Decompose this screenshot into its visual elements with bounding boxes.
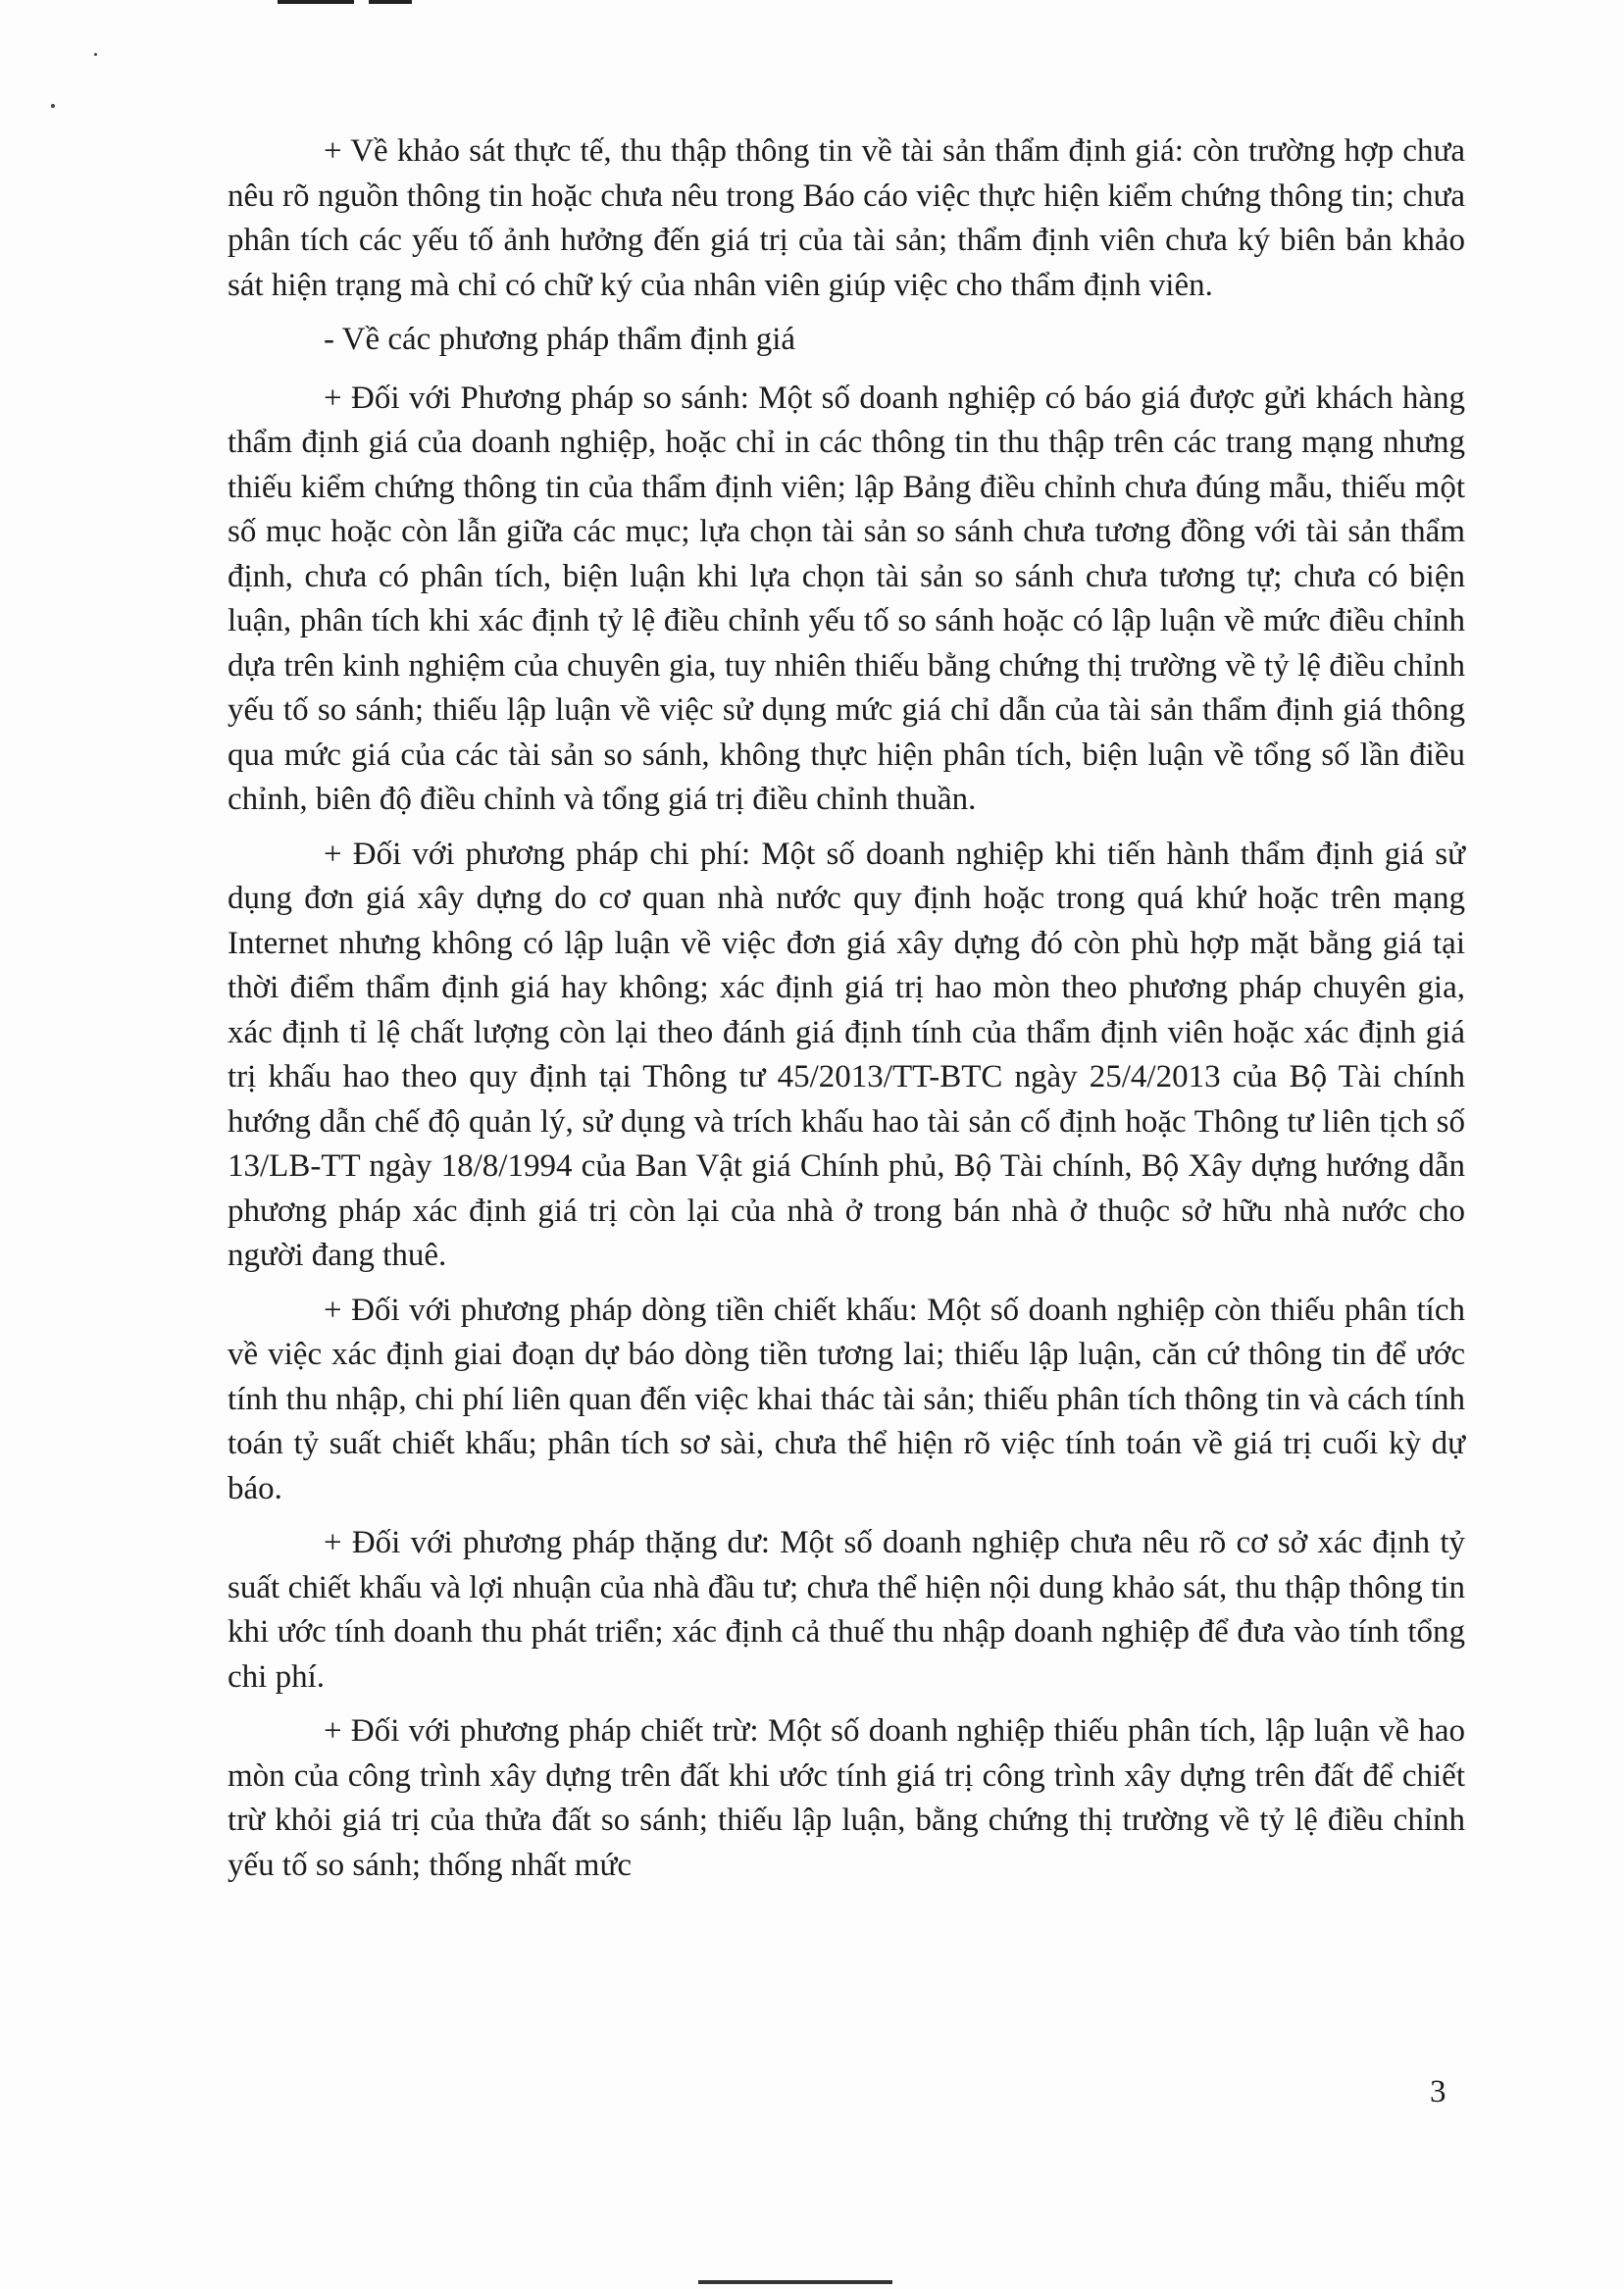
paragraph-field-survey: + Về khảo sát thực tế, thu thập thông tin về tài sản thẩm định giá: còn trường hợp chưa nêu rõ nguồn thông tin hoặc chưa nêu trong Báo cáo việc thực hiện kiểm chứng thông tin; chưa phân tích các yếu tố ảnh hưởng đến giá trị của tài sản; thẩm định viên chưa ký biên bản khảo sát hiện trạng mà chỉ có chữ ký của nhân viên giúp việc cho thẩm định viên. [228, 133, 1465, 303]
scan-top-mark [369, 0, 412, 4]
paragraph-residual-method: + Đối với phương pháp thặng dư: Một số doanh nghiệp chưa nêu rõ cơ sở xác định tỷ suất chiết khấu và lợi nhuận của nhà đầu tư; chưa thể hiện nội dung khảo sát, thu thập thông tin khi ước tính doanh thu phát triển; xác định cả thuế thu nhập doanh nghiệp để đưa vào tính tổng chi phí. [228, 1525, 1465, 1695]
page-number: 3 [1430, 2074, 1446, 2110]
paragraph-cost-method: + Đối với phương pháp chi phí: Một số doanh nghiệp khi tiến hành thẩm định giá sử dụng đơn giá xây dựng do cơ quan nhà nước quy định hoặc trong quá khứ hoặc trên mạng Internet nhưng không có lập luận về việc đơn giá xây dựng đó còn phù hợp mặt bằng giá tại thời điểm thẩm định giá hay không; xác định giá trị hao mòn theo phương pháp chuyên gia, xác định tỉ lệ chất lượng còn lại theo đánh giá định tính của thẩm định viên hoặc xác định giá trị khấu hao theo quy định tại Thông tư 45/2013/TT-BTC ngày 25/4/2013 của Bộ Tài chính hướng dẫn chế độ quản lý, sử dụng và trích khấu hao tài sản cố định hoặc Thông tư liên tịch số 13/LB-TT ngày 18/8/1994 của Ban Vật giá Chính phủ, Bộ Tài chính, Bộ Xây dựng hướng dẫn phương pháp xác định giá trị còn lại của nhà ở trong bán nhà ở thuộc sở hữu nhà nước cho người đang thuê. [228, 836, 1465, 1273]
document-body [228, 129, 1465, 1898]
paragraph-methods-heading: - Về các phương pháp thẩm định giá [324, 322, 796, 357]
paragraph-extraction-method: + Đối với phương pháp chiết trừ: Một số doanh nghiệp thiếu phân tích, lập luận về hao mòn của công trình xây dựng trên đất khi ước tính giá trị công trình xây dựng trên đất để chiết trừ khỏi giá trị của thửa đất so sánh; thiếu lập luận, bằng chứng thị trường về tỷ lệ điều chỉnh yếu tố so sánh; thống nhất mức [228, 1713, 1465, 1883]
paragraph-comparison-method: + Đối với Phương pháp so sánh: Một số doanh nghiệp có báo giá được gửi khách hàng thẩm định giá của doanh nghiệp, hoặc chỉ in các thông tin thu thập trên các trang mạng nhưng thiếu kiểm chứng thông tin của thẩm định viên; lập Bảng điều chỉnh chưa đúng mẫu, thiếu một số mục hoặc còn lẫn giữa các mục; lựa chọn tài sản so sánh chưa tương đồng với tài sản thẩm định, chưa có phân tích, biện luận khi lựa chọn tài sản so sánh chưa tương tự; chưa có biện luận, phân tích khi xác định tỷ lệ điều chỉnh yếu tố so sánh hoặc có lập luận về mức điều chỉnh dựa trên kinh nghiệm của chuyên gia, tuy nhiên thiếu bằng chứng thị trường về tỷ lệ điều chỉnh yếu tố so sánh; thiếu lập luận về việc sử dụng mức giá chỉ dẫn của tài sản thẩm định giá thông qua mức giá của các tài sản so sánh, không thực hiện phân tích, biện luận về tổng số lần điều chỉnh, biên độ điều chỉnh và tổng giá trị điều chỉnh thuần. [228, 380, 1465, 817]
scan-speck [94, 53, 97, 56]
paragraph-discounted-cashflow-method: + Đối với phương pháp dòng tiền chiết khấu: Một số doanh nghiệp còn thiếu phân tích về việc xác định giai đoạn dự báo dòng tiền tương lai; thiếu lập luận, căn cứ thông tin để ước tính thu nhập, chi phí liên quan đến việc khai thác tài sản; thiếu phân tích thông tin và cách tính toán tỷ suất chiết khấu; phân tích sơ sài, chưa thể hiện rõ việc tính toán về giá trị cuối kỳ dự báo. [228, 1292, 1465, 1506]
scan-bottom-mark [698, 2280, 892, 2284]
scan-speck [51, 104, 55, 108]
scan-top-mark [278, 0, 354, 4]
